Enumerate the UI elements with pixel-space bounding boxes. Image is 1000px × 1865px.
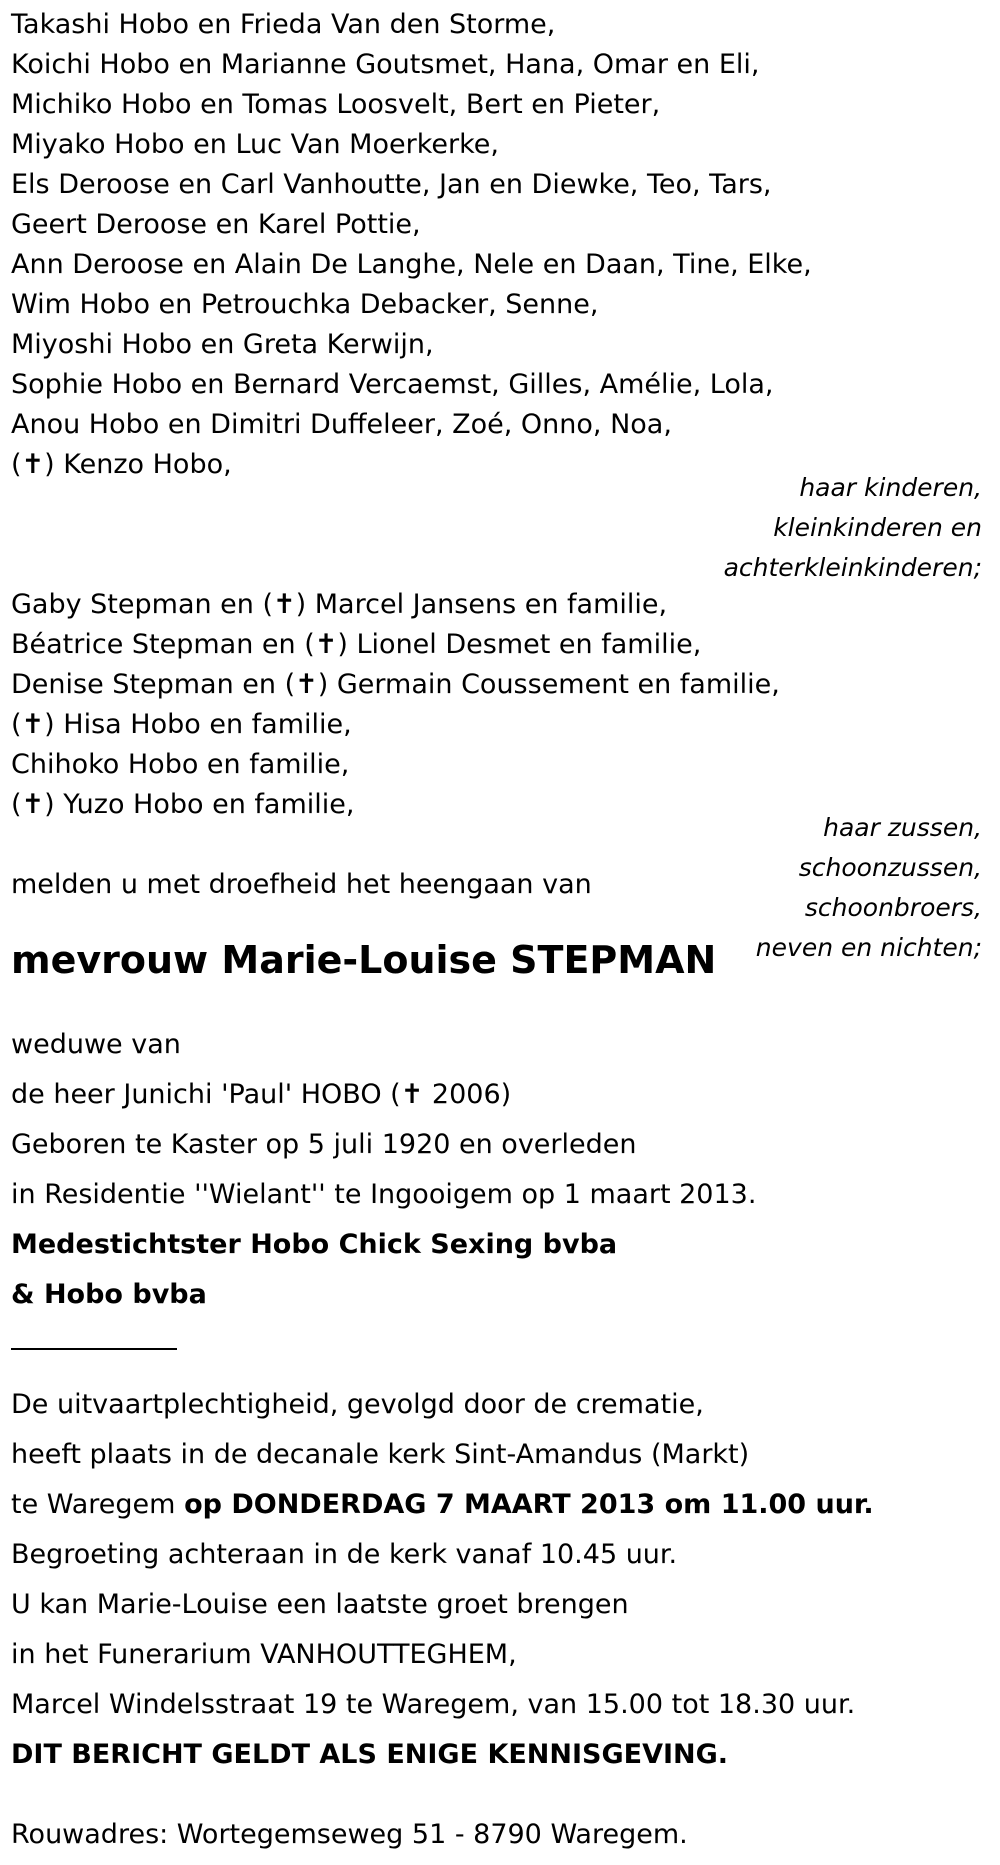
deceased-name: mevrouw Marie-Louise STEPMAN — [11, 938, 717, 982]
family-line: (✝) Kenzo Hobo, — [11, 449, 232, 480]
family-line: Denise Stepman en (✝) Germain Coussement en familie, — [11, 669, 780, 700]
detail-line: Geboren te Kaster op 5 juli 1920 en overleden — [11, 1129, 637, 1160]
role-line: schoonzussen, — [798, 853, 982, 882]
family-line: Chihoko Hobo en familie, — [11, 749, 350, 780]
family-line: Sophie Hobo en Bernard Vercaemst, Gilles, Amélie, Lola, — [11, 369, 774, 400]
role-line: schoonbroers, — [804, 893, 982, 922]
founder-line: Medestichtster Hobo Chick Sexing bvba — [11, 1229, 618, 1260]
family-line: Els Deroose en Carl Vanhoutte, Jan en Diewke, Teo, Tars, — [11, 169, 772, 200]
family-line: Ann Deroose en Alain De Langhe, Nele en Daan, Tine, Elke, — [11, 249, 812, 280]
family-line: Koichi Hobo en Marianne Goutsmet, Hana, Omar en Eli, — [11, 49, 760, 80]
ceremony-line: in het Funerarium VANHOUTTEGHEM, — [11, 1639, 517, 1670]
notice-line: DIT BERICHT GELDT ALS ENIGE KENNISGEVING. — [11, 1739, 729, 1770]
ceremony-date: op DONDERDAG 7 MAART 2013 om 11.00 uur. — [184, 1489, 874, 1520]
role-line: achterkleinkinderen; — [723, 553, 982, 582]
role-line: neven en nichten; — [755, 933, 982, 962]
role-line: kleinkinderen en — [773, 513, 982, 542]
separator-rule — [11, 1348, 177, 1350]
family-line: Miyoshi Hobo en Greta Kerwijn, — [11, 329, 434, 360]
ceremony-line: heeft plaats in de decanale kerk Sint-Amandus (Markt) — [11, 1439, 750, 1470]
detail-line: de heer Junichi 'Paul' HOBO (✝ 2006) — [11, 1079, 512, 1110]
ceremony-place: te Waregem — [11, 1489, 185, 1520]
detail-line: weduwe van — [11, 1029, 181, 1060]
ceremony-date-line — [11, 1485, 874, 1525]
role-line: haar zussen, — [823, 813, 982, 842]
ceremony-line: Marcel Windelsstraat 19 te Waregem, van 15.00 tot 18.30 uur. — [11, 1689, 856, 1720]
role-line: haar kinderen, — [799, 473, 982, 502]
ceremony-line: U kan Marie-Louise een laatste groet brengen — [11, 1589, 629, 1620]
mourning-address: Rouwadres: Wortegemseweg 51 - 8790 Waregem. — [11, 1819, 688, 1850]
family-line: Béatrice Stepman en (✝) Lionel Desmet en familie, — [11, 629, 702, 660]
family-line: Anou Hobo en Dimitri Duffeleer, Zoé, Onno, Noa, — [11, 409, 672, 440]
detail-line: in Residentie ''Wielant'' te Ingooigem op 1 maart 2013. — [11, 1179, 757, 1210]
family-line: Geert Deroose en Karel Pottie, — [11, 209, 421, 240]
family-line: (✝) Hisa Hobo en familie, — [11, 709, 352, 740]
family-line: (✝) Yuzo Hobo en familie, — [11, 789, 355, 820]
family-line: Wim Hobo en Petrouchka Debacker, Senne, — [11, 289, 599, 320]
ceremony-line: De uitvaartplechtigheid, gevolgd door de crematie, — [11, 1389, 704, 1420]
family-line: Gaby Stepman en (✝) Marcel Jansens en familie, — [11, 589, 668, 620]
family-line: Michiko Hobo en Tomas Loosvelt, Bert en Pieter, — [11, 89, 661, 120]
family-line: Miyako Hobo en Luc Van Moerkerke, — [11, 129, 499, 160]
founder-line: & Hobo bvba — [11, 1279, 207, 1310]
ceremony-line: Begroeting achteraan in de kerk vanaf 10.45 uur. — [11, 1539, 678, 1570]
family-line: Takashi Hobo en Frieda Van den Storme, — [11, 9, 556, 40]
announcement-text: melden u met droefheid het heengaan van — [11, 869, 592, 900]
